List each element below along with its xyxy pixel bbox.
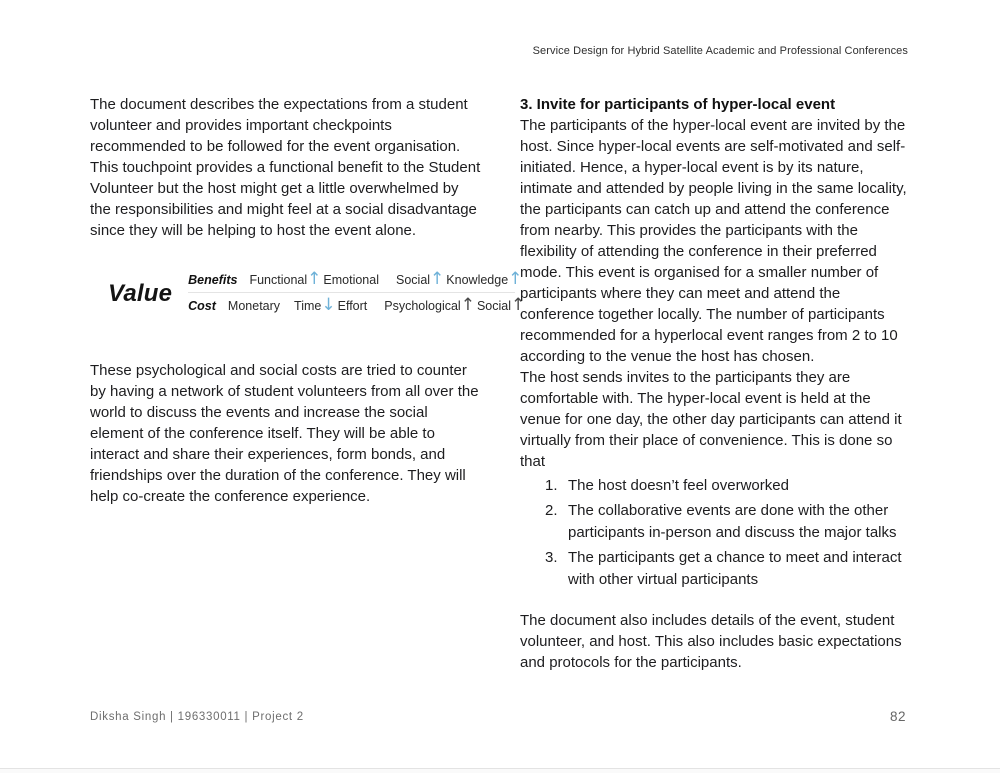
benefit-knowledge: Knowledge [446,273,509,287]
list-item-number: 1. [545,477,558,494]
value-diagram-rows [188,269,526,315]
list-item [545,547,912,591]
up-arrow-icon: ↑ [508,269,523,289]
page-bottom-edge [0,768,1000,773]
cost-label: Cost [188,299,216,313]
list-item-text: The participants get a chance to meet and interact with other virtual participants [568,549,902,588]
benefits-label: Benefits [188,273,238,287]
list-item-number: 3. [545,549,558,566]
right-column [520,94,912,673]
right-paragraph-1: The participants of the hyper-local event are invited by the host. Since hyper-local events are self-motivated and self-initiated. Hence, a hyper-local event is by its nature, intimate and attended by people living in the same locality, the participants can catch up and attend the conference from nearby. This provides the participants with the flexibility of attending the conference in their preferred mode. This event is organised for a smaller number of participants where they can meet and attend the conference together locally. The number of participants recommended for a hyperlocal event ranges from 2 to 10 according to the venue the host has chosen. [520,117,907,365]
value-diagram [108,269,526,315]
cost-row [188,295,526,315]
cost-psychological: Psychological [384,299,461,313]
running-header: Service Design for Hybrid Satellite Academic and Professional Conferences [532,45,908,57]
value-diagram-title: Value [108,279,173,307]
up-arrow-icon: ↑ [511,295,526,315]
up-arrow-icon: ↑ [460,295,475,315]
cost-time: Time [294,299,322,313]
benefits-row [188,269,525,289]
benefit-emotional: Emotional [323,273,379,287]
left-paragraph-2: These psychological and social costs are tried to counter by having a network of student volunteers from all over the world to discuss the events and increase the social element of the conference itself. They will be able to interact and share their experiences, form bonds, and friendships over the duration of the conference. They will help co-create the conference experience. [90,362,479,505]
list-item-number: 2. [545,502,558,519]
right-paragraph-3: The document also includes details of the event, student volunteer, and host. This also includes basic expectations and protocols for the participants. [520,612,902,671]
up-arrow-icon: ↑ [307,269,322,289]
section-heading: 3. Invite for participants of hyper-local event [520,96,836,113]
value-diagram-divider [188,292,515,293]
list-item-text: The host doesn’t feel overworked [568,477,789,494]
left-paragraph-1: The document describes the expectations from a student volunteer and provides important checkpoints recommended to be followed for the event organisation. This touchpoint provides a functional benefit to the Student Volunteer but the host might get a little overwhelmed by the responsibilities and might feel at a social disadvantage since they will be helping to host the event alone. [90,96,481,239]
down-arrow-icon: ↓ [321,295,336,315]
list-item [545,475,912,497]
list-item-text: The collaborative events are done with the other participants in-person and discuss the major talks [568,502,897,541]
up-arrow-icon: ↑ [430,269,445,289]
left-column [90,94,526,507]
list-item [545,500,912,544]
benefit-functional: Functional [249,273,308,287]
numbered-list [545,475,912,591]
benefit-social: Social [396,273,431,287]
footer-credit: Diksha Singh | 196330011 | Project 2 [90,711,304,723]
page-number: 82 [889,709,906,724]
cost-monetary: Monetary [227,299,281,313]
cost-effort: Effort [337,299,368,313]
cost-social: Social [476,299,511,313]
right-paragraph-2: The host sends invites to the participants they are comfortable with. The hyper-local event is held at the venue for one day, the other day participants can attend it virtually from their place of convenience. This is done so that [520,369,902,470]
